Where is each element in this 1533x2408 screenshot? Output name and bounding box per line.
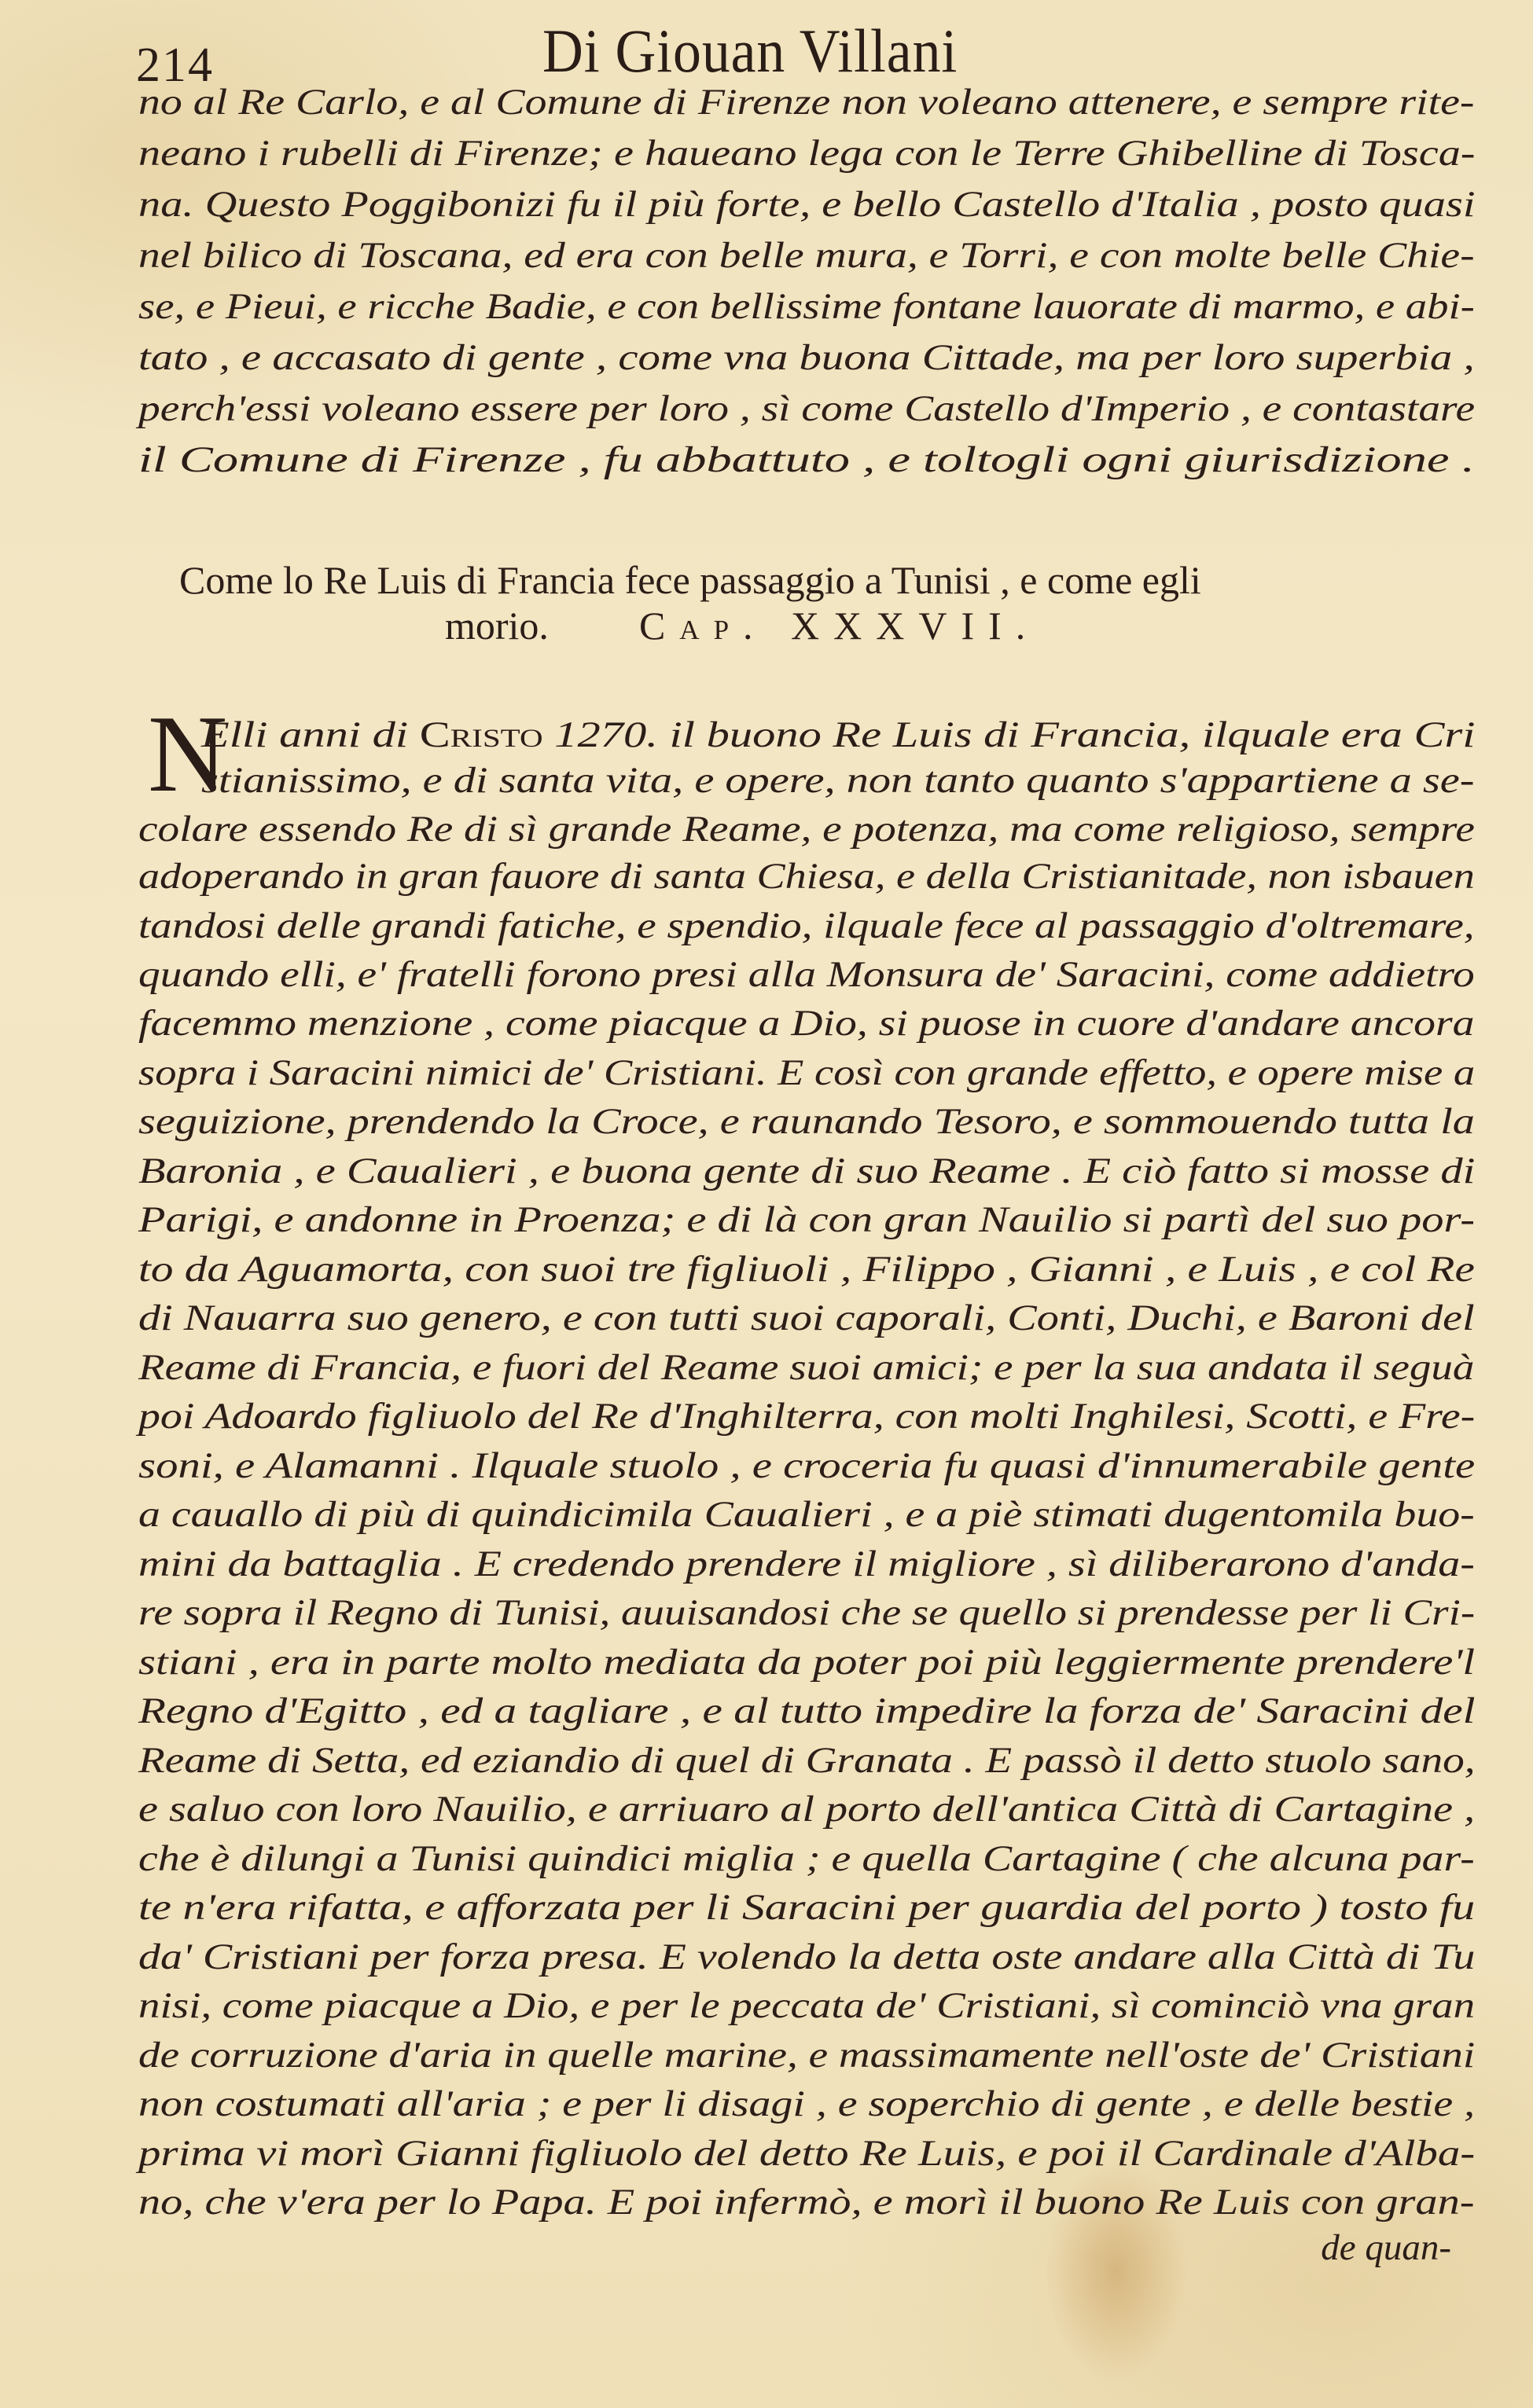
text-line: nisi, come piacque a Dio, e per le peccata de' Cristiani, sì cominciò vna gran bbox=[138, 1985, 1476, 2026]
text-line: no al Re Carlo, e al Comune di Firenze non voleano attenere, e sempre rite- bbox=[138, 82, 1475, 123]
text-line: facemmo menzione , come piacque a Dio, si puose in cuore d'andare ancora bbox=[138, 1003, 1475, 1044]
text-line: tandosi delle grandi fatiche, e spendio, ilquale fece al passaggio d'oltremare, bbox=[138, 905, 1475, 946]
text-line: seguizione, prendendo la Croce, e raunando Tesoro, e sommouendo tutta la bbox=[138, 1101, 1475, 1142]
text-line: a cauallo di più di quindicimila Caualieri , e a piè stimati dugentomila buo- bbox=[138, 1494, 1475, 1535]
text-line: perch'essi voleano essere per loro , sì come Castello d'Imperio , e contastare bbox=[138, 388, 1476, 429]
text-line: soni, e Alamanni . Ilquale stuolo , e croceria fu quasi d'innumerabile gente bbox=[138, 1445, 1476, 1486]
running-head: Di Giouan Villani bbox=[542, 17, 958, 85]
chapter-number: Cap. XXXVII. bbox=[638, 604, 1040, 648]
text-line: e saluo con loro Nauilio, e arriuaro al porto dell'antica Città di Cartagine , bbox=[138, 1789, 1476, 1830]
text-line: Regno d'Egitto , ed a tagliare , e al tutto impedire la forza de' Saracini del bbox=[138, 1690, 1476, 1731]
text-line: na. Questo Poggibonizi fu il più forte, e bello Castello d'Italia , posto quasi bbox=[138, 184, 1476, 225]
text-line: Parigi, e andonne in Proenza; e di là con gran Nauilio si partì del suo por- bbox=[138, 1199, 1476, 1240]
text-line: che è dilungi a Tunisi quindici miglia ; e quella Cartagine ( che alcuna par- bbox=[138, 1838, 1475, 1879]
first-line-end: 1270. il buono Re Luis di Francia, ilquale era Cri bbox=[542, 714, 1476, 755]
text-line: Baronia , e Caualieri , e buona gente di suo Reame . E ciò fatto si mosse di bbox=[138, 1151, 1476, 1191]
text-line: mini da battaglia . E credendo prendere il migliore , sì diliberarono d'anda- bbox=[138, 1544, 1475, 1584]
text-line: stianissimo, e di santa vita, e opere, non tanto quanto s'appartiene a se- bbox=[201, 760, 1475, 801]
text-line: de corruzione d'aria in quelle marine, e massimamente nell'oste de' Cristiani bbox=[138, 2035, 1476, 2076]
text-line: di Nauarra suo genero, e con tutti suoi caporali, Conti, Duchi, e Baroni del bbox=[138, 1298, 1475, 1338]
page-number: 214 bbox=[136, 39, 214, 92]
text-line: da' Cristiani per forza presa. E volendo la detta oste andare alla Città di Tu bbox=[138, 1936, 1476, 1977]
text-line: nel bilico di Toscana, ed era con belle mura, e Torri, e con molte belle Chie- bbox=[138, 235, 1475, 276]
text-line: tato , e accasato di gente , come vna buona Cittade, ma per loro superbia , bbox=[138, 337, 1475, 378]
text-line: non costumati all'aria ; e per li disagi , e soperchio di gente , e delle bestie , bbox=[138, 2083, 1476, 2124]
first-line-start: Elli anni di bbox=[201, 714, 420, 755]
text-line: te n'era rifatta, e afforzata per li Saracini per guardia del porto ) tosto fu bbox=[138, 1887, 1476, 1928]
text-line-first bbox=[201, 711, 1476, 758]
chapter-heading-text: morio. bbox=[445, 604, 549, 648]
small-caps-word: Cristo bbox=[419, 714, 543, 755]
text-line: colare essendo Re di sì grande Reame, e potenza, ma come religioso, sempre bbox=[138, 809, 1475, 850]
drop-cap: N bbox=[148, 693, 228, 815]
text-line: re sopra il Regno di Tunisi, auuisandosi che se quello si prendesse per li Cri- bbox=[138, 1592, 1476, 1633]
text-line: sopra i Saracini nimici de' Cristiani. E così con grande effetto, e opere mise a bbox=[138, 1052, 1476, 1093]
chapter-heading-line-2 bbox=[445, 602, 1039, 649]
text-line: adoperando in gran fauore di santa Chiesa, e della Cristianitade, non isbauen bbox=[138, 856, 1475, 897]
text-line: se, e Pieui, e ricche Badie, e con bellissime fontane lauorate di marmo, e abi- bbox=[138, 286, 1475, 327]
text-line: Reame di Francia, e fuori del Reame suoi amici; e per la sua andata il seguà bbox=[138, 1347, 1475, 1388]
catchword: de quan- bbox=[1321, 2227, 1451, 2268]
text-line: no, che v'era per lo Papa. E poi infermò, e morì il buono Re Luis con gran- bbox=[138, 2182, 1475, 2223]
chapter-heading-line-1: Come lo Re Luis di Francia fece passaggio a Tunisi , e come egli bbox=[179, 558, 1201, 602]
text-line: il Comune di Firenze , fu abbattuto , e toltogli ogni giurisdizione . bbox=[138, 439, 1475, 480]
text-line: prima vi morì Gianni figliuolo del detto Re Luis, e poi il Cardinale d'Alba- bbox=[138, 2133, 1476, 2174]
text-line: to da Aguamorta, con suoi tre figliuoli , Filippo , Gianni , e Luis , e col Re bbox=[138, 1249, 1475, 1290]
text-line: neano i rubelli di Firenze; e haueano lega con le Terre Ghibelline di Tosca- bbox=[138, 133, 1476, 174]
text-line: quando elli, e' fratelli forono presi alla Monsura de' Saracini, come addietro bbox=[138, 954, 1475, 995]
text-line: stiani , era in parte molto mediata da poter poi più leggiermente prendere'l bbox=[138, 1642, 1476, 1683]
text-line: Reame di Setta, ed eziandio di quel di Granata . E passò il detto stuolo sano, bbox=[138, 1740, 1476, 1781]
text-line: poi Adoardo figliuolo del Re d'Inghilterra, con molti Inghilesi, Scotti, e Fre- bbox=[138, 1396, 1476, 1437]
